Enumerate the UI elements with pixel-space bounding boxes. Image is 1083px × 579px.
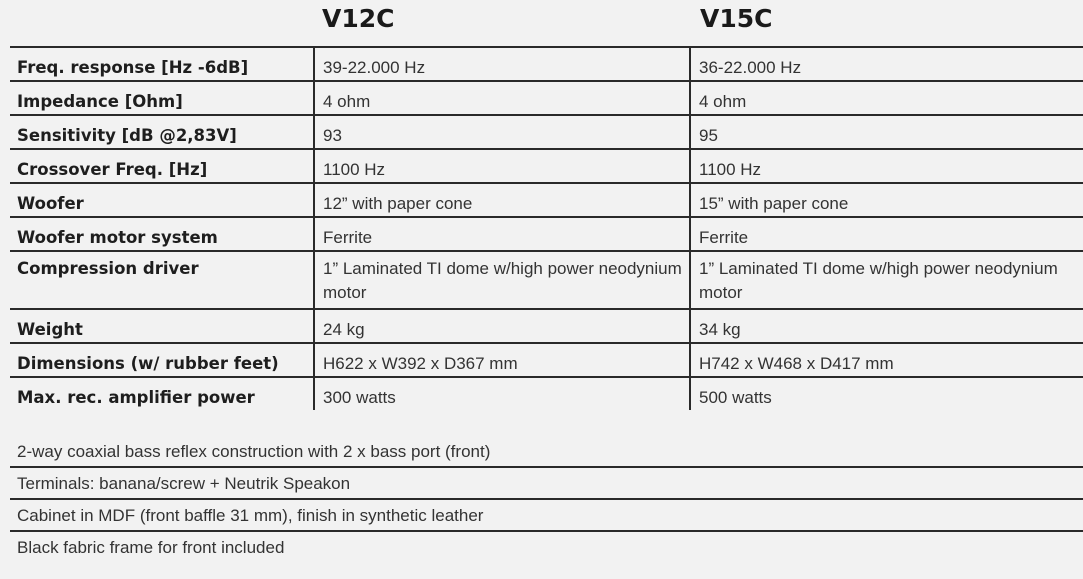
spec-value-v15c: 500 watts [699,388,772,407]
spec-label: Freq. response [Hz -6dB] [10,47,314,81]
spec-label: Sensitivity [dB @2,83V] [10,115,314,149]
feature-note: Black fabric frame for front included [17,538,285,557]
model-name-v15c: V15C [700,4,773,33]
spec-value-v12c: 1” Laminated TI dome w/high power neodynium motor [314,251,690,309]
spec-row [10,81,1083,115]
model-name-v12c: V12C [322,4,395,33]
feature-note: 2-way coaxial bass reflex construction with 2 x bass port (front) [10,436,1083,468]
spec-label: Impedance [Ohm] [10,81,314,115]
spec-row [10,251,1083,309]
spec-value-v12c: 300 watts [314,377,690,410]
spec-label: Dimensions (w/ rubber feet) [10,343,314,377]
spec-label: Crossover Freq. [Hz] [10,149,314,183]
spec-row [10,309,1083,343]
spec-row [10,47,1083,81]
spec-value-v15c: 34 kg [690,309,1083,343]
spec-value-v12c: 39-22.000 Hz [314,47,690,81]
spec-value-v15c: 95 [690,115,1083,149]
spec-row [10,217,1083,251]
spec-label: Woofer motor system [10,217,314,251]
spec-value-v15c: 1” Laminated TI dome w/high power neodynium motor [690,251,1083,309]
spec-value-v15c: H742 x W468 x D417 mm [690,343,1083,377]
model-header [0,0,1083,46]
spec-label: Max. rec. amplifier power [10,377,314,410]
spec-value-v12c: Ferrite [314,217,690,251]
spec-value-v12c: 1100 Hz [314,149,690,183]
spec-value-v12c: 12” with paper cone [314,183,690,217]
spec-value-v12c: 4 ohm [314,81,690,115]
feature-note: Cabinet in MDF (front baffle 31 mm), finish in synthetic leather [10,500,1083,532]
spec-value-v15c: 36-22.000 Hz [690,47,1083,81]
spec-value-v15c: 15” with paper cone [690,183,1083,217]
spec-row [10,343,1083,377]
spec-value-v12c: 24 kg [314,309,690,343]
spec-value-v15c: 4 ohm [690,81,1083,115]
feature-note: Terminals: banana/screw + Neutrik Speakon [10,468,1083,500]
spec-row [10,183,1083,217]
feature-notes [10,436,1083,564]
spec-row [10,149,1083,183]
spec-table [10,46,1083,410]
spec-value-v15c: 1100 Hz [690,149,1083,183]
spec-label: Compression driver [10,251,314,309]
spec-row [10,115,1083,149]
spec-label: Weight [10,309,314,343]
spec-value-v12c: H622 x W392 x D367 mm [314,343,690,377]
spec-value-v12c: 93 [314,115,690,149]
spec-value-v15c: Ferrite [690,217,1083,251]
spec-row [10,377,1083,410]
spec-label: Woofer [10,183,314,217]
